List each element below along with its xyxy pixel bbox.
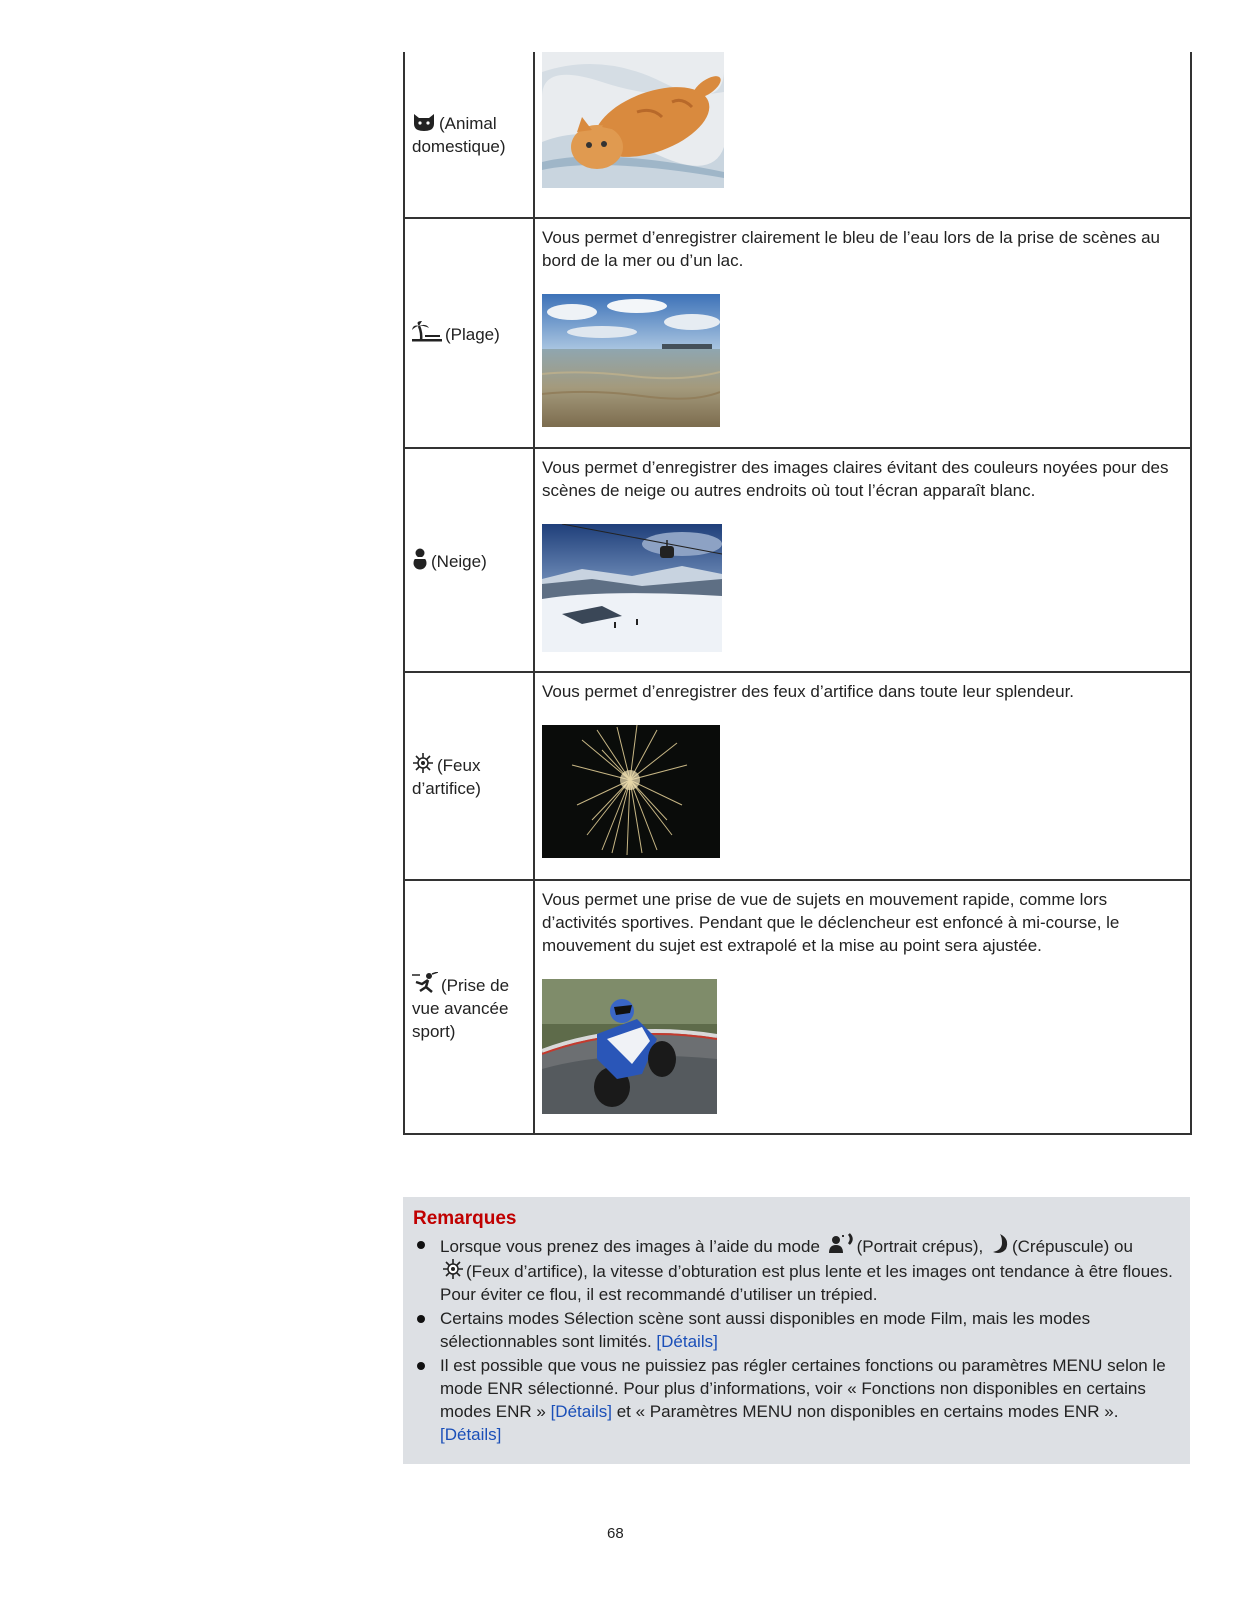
table-row bbox=[404, 672, 1191, 880]
scene-description-cell bbox=[534, 448, 1191, 672]
details-link[interactable]: [Détails] bbox=[550, 1402, 612, 1421]
list-item bbox=[413, 1354, 1180, 1446]
list-item bbox=[413, 1233, 1180, 1306]
note-text: Il est possible que vous ne puissiez pas régler certaines fonctions ou paramètres MENU selon le mode ENR sélectionné. Pour plus d’informations, voir « Fonctions non disponibles en certains modes ENR » bbox=[440, 1356, 1166, 1421]
scene-description: Vous permet d’enregistrer clairement le bleu de l’eau lors de la prise de scènes au bord de la mer ou d’un lac. bbox=[542, 228, 1161, 270]
pet-cat-icon bbox=[412, 112, 436, 132]
scene-name-cell bbox=[404, 672, 534, 880]
scene-label: (Animal domestique) bbox=[412, 113, 506, 156]
scene-name-cell bbox=[404, 52, 534, 218]
scene-name-cell bbox=[404, 218, 534, 448]
notes-box bbox=[403, 1197, 1190, 1464]
table-row bbox=[404, 880, 1191, 1134]
scene-mode-table bbox=[403, 52, 1192, 1135]
table-row bbox=[404, 448, 1191, 672]
bullet-icon bbox=[417, 1362, 425, 1370]
scene-description: Vous permet d’enregistrer des images claires évitant des couleurs noyées pour des scènes de neige ou autres endroits où tout l’écran apparaît blanc. bbox=[542, 458, 1169, 500]
bullet-icon bbox=[417, 1315, 425, 1323]
note-text: (Crépuscule) ou bbox=[1011, 1237, 1133, 1256]
twilight-portrait-icon bbox=[827, 1233, 855, 1255]
snowman-icon bbox=[412, 548, 428, 570]
scene-description-cell bbox=[534, 218, 1191, 448]
photo-motorcycle-racing bbox=[542, 979, 717, 1114]
scene-label: (Plage) bbox=[445, 324, 500, 344]
scene-label: (Neige) bbox=[431, 551, 487, 571]
note-text: et « Paramètres MENU non disponibles en certains modes ENR ». bbox=[616, 1402, 1119, 1421]
scene-label: (Feux d’artifice) bbox=[412, 756, 481, 798]
note-text: (Feux d’artifice), la vitesse d’obturation est plus lente et les images ont tendance à être floues. Pour éviter ce flou, il est recommandé d’utiliser un trépied. bbox=[440, 1262, 1173, 1304]
scene-description: Vous permet d’enregistrer des feux d’artifice dans toute leur splendeur. bbox=[542, 682, 1075, 701]
beach-palm-icon bbox=[412, 321, 442, 343]
bullet-icon bbox=[417, 1241, 425, 1249]
scene-description-cell bbox=[534, 672, 1191, 880]
details-link[interactable]: [Détails] bbox=[440, 1425, 502, 1444]
scene-description-cell bbox=[534, 880, 1191, 1134]
photo-sea-shore bbox=[542, 294, 720, 427]
scene-description: Vous permet une prise de vue de sujets en mouvement rapide, comme lors d’activités sportives. Pendant que le déclencheur est enfoncé à mi-course, le mouvement du sujet est extrapolé et la mise au point sera ajustée. bbox=[542, 890, 1120, 955]
note-text: (Portrait crépus), bbox=[856, 1237, 984, 1256]
notes-list bbox=[413, 1233, 1180, 1446]
list-item bbox=[413, 1307, 1180, 1353]
fireworks-icon bbox=[412, 752, 434, 774]
page-number: 68 bbox=[607, 1525, 624, 1542]
crescent-moon-icon bbox=[990, 1233, 1010, 1255]
scene-label: (Prise de vue avancée sport) bbox=[412, 975, 510, 1041]
table-row bbox=[404, 218, 1191, 448]
photo-ski-slope bbox=[542, 524, 722, 652]
scene-description-cell bbox=[534, 52, 1191, 218]
notes-title: Remarques bbox=[413, 1208, 517, 1229]
fireworks-icon bbox=[442, 1258, 464, 1280]
photo-orange-kitten bbox=[542, 52, 724, 188]
table-row bbox=[404, 52, 1191, 218]
note-text: Lorsque vous prenez des images à l’aide du mode bbox=[440, 1237, 820, 1256]
note-text: Certains modes Sélection scène sont aussi disponibles en mode Film, mais les modes sélectionnables sont limités. bbox=[440, 1309, 1091, 1351]
sport-runner-icon bbox=[412, 972, 438, 994]
details-link[interactable]: [Détails] bbox=[656, 1332, 718, 1351]
scene-name-cell bbox=[404, 880, 534, 1134]
photo-firework-burst bbox=[542, 725, 720, 858]
scene-name-cell bbox=[404, 448, 534, 672]
